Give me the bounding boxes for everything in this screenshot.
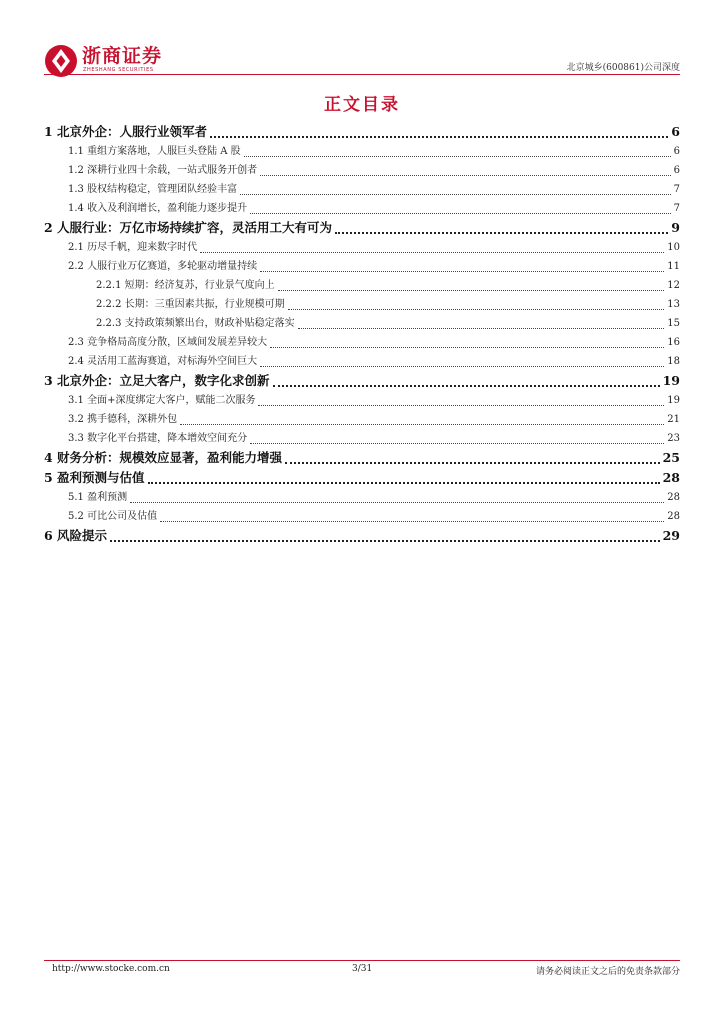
toc-entry-page[interactable]: 18 [667,356,680,367]
toc-entry-title[interactable]: 5 盈利预测与估值 [44,470,145,485]
toc-dot-leader [110,539,660,542]
footer-divider [44,960,680,961]
toc-entry[interactable] [44,238,680,257]
toc-entry-page[interactable]: 7 [673,203,680,214]
toc-entry-page[interactable]: 19 [662,373,680,388]
toc-entry[interactable] [44,410,680,429]
page-title: 正文目录 [324,95,400,115]
toc-dot-leader [270,346,664,348]
toc-entry[interactable] [44,391,680,410]
toc-entry-page[interactable]: 28 [667,511,680,522]
brand-logo [44,44,194,78]
toc-entry[interactable] [44,295,680,314]
toc-entry-title[interactable]: 2.2.3 支持政策频繁出台，财政补贴稳定落实 [96,318,295,329]
toc-entry-title[interactable]: 2 人服行业：万亿市场持续扩容，灵活用工大有可为 [44,220,333,235]
toc-entry-title[interactable]: 1.4 收入及利润增长，盈利能力逐步提升 [68,203,248,214]
toc-entry-title[interactable]: 5.1 盈利预测 [68,492,128,503]
toc-entry-page[interactable]: 6 [673,165,680,176]
toc-dot-leader [244,155,671,157]
table-of-contents [44,122,680,546]
footer-page-number: 3/31 [352,964,373,974]
toc-entry[interactable] [44,429,680,448]
toc-entry[interactable] [44,333,680,352]
toc-entry-title[interactable]: 2.2.2 长期：三重因素共振，行业规模可期 [96,299,285,310]
toc-entry-page[interactable]: 6 [671,124,680,139]
toc-entry-page[interactable]: 15 [667,318,680,329]
toc-dot-leader [278,289,665,291]
toc-entry-page[interactable]: 23 [667,433,680,444]
toc-dot-leader [148,481,660,484]
toc-entry[interactable] [44,371,680,391]
toc-dot-leader [200,251,664,253]
toc-dot-leader [180,423,664,425]
toc-dot-leader [298,327,665,329]
toc-entry[interactable] [44,352,680,371]
toc-entry-title[interactable]: 3.3 数字化平台搭建，降本增效空间充分 [68,433,248,444]
toc-entry-page[interactable]: 13 [667,299,680,310]
toc-entry[interactable] [44,526,680,546]
toc-entry-page[interactable]: 19 [667,395,680,406]
toc-entry[interactable] [44,276,680,295]
toc-entry[interactable] [44,488,680,507]
toc-entry[interactable] [44,314,680,333]
toc-dot-leader [260,174,671,176]
toc-entry-title[interactable]: 2.4 灵活用工蓝海赛道，对标海外空间巨大 [68,356,258,367]
toc-entry-title[interactable]: 1.2 深耕行业四十余载，一站式服务开创者 [68,165,258,176]
toc-dot-leader [335,231,668,234]
report-tag: 北京城乡(600861)公司深度 [566,63,680,73]
toc-entry-page[interactable]: 28 [662,470,680,485]
toc-dot-leader [258,404,664,406]
toc-entry[interactable] [44,507,680,526]
toc-entry[interactable] [44,257,680,276]
toc-entry-title[interactable]: 1.3 股权结构稳定，管理团队经验丰富 [68,184,238,195]
toc-entry-page[interactable]: 11 [667,261,680,272]
toc-entry[interactable] [44,448,680,468]
toc-entry-title[interactable]: 4 财务分析：规模效应显著，盈利能力增强 [44,450,283,465]
toc-dot-leader [160,520,664,522]
toc-entry[interactable] [44,218,680,238]
toc-entry-page[interactable]: 21 [667,414,680,425]
toc-entry-page[interactable]: 28 [667,492,680,503]
toc-entry-title[interactable]: 2.2.1 短期：经济复苏，行业景气度向上 [96,280,275,291]
toc-entry[interactable] [44,122,680,142]
toc-dot-leader [130,501,664,503]
footer-url[interactable]: http://www.stocke.com.cn [52,964,170,974]
toc-entry-title[interactable]: 1 北京外企：人服行业领军者 [44,124,208,139]
page-header [44,40,680,76]
toc-entry[interactable] [44,142,680,161]
toc-entry-page[interactable]: 12 [667,280,680,291]
toc-entry-title[interactable]: 2.1 历尽千帆，迎来数字时代 [68,242,198,253]
footer-disclaimer: 请务必阅读正文之后的免责条款部分 [535,967,680,977]
toc-entry-title[interactable]: 3 北京外企：立足大客户，数字化求创新 [44,373,270,388]
header-divider [44,74,680,75]
toc-dot-leader [285,461,660,464]
toc-entry-title[interactable]: 2.2 人服行业万亿赛道，多轮驱动增量持续 [68,261,258,272]
toc-dot-leader [288,308,665,310]
toc-dot-leader [210,135,668,138]
toc-entry-page[interactable]: 25 [662,450,680,465]
toc-dot-leader [273,384,660,387]
toc-entry[interactable] [44,180,680,199]
toc-entry-page[interactable]: 7 [673,184,680,195]
toc-entry-title[interactable]: 6 风险提示 [44,528,108,543]
toc-dot-leader [240,193,671,195]
toc-entry-title[interactable]: 1.1 重组方案落地，人服巨头登陆 A 股 [68,146,241,157]
toc-entry-title[interactable]: 3.1 全面+深度绑定大客户，赋能二次服务 [68,395,256,406]
brand-name-en: ZHESHANG SECURITIES [83,67,154,73]
toc-dot-leader [250,442,664,444]
brand-name-cn: 浙商证券 [82,45,163,67]
toc-entry[interactable] [44,468,680,488]
toc-entry[interactable] [44,161,680,180]
toc-entry-title[interactable]: 3.2 携手德科，深耕外包 [68,414,178,425]
brand-logo-icon [44,44,78,78]
toc-entry-page[interactable]: 10 [667,242,680,253]
toc-dot-leader [250,212,671,214]
toc-entry[interactable] [44,199,680,218]
toc-dot-leader [260,270,664,272]
toc-entry-page[interactable]: 9 [671,220,680,235]
toc-entry-title[interactable]: 5.2 可比公司及估值 [68,511,158,522]
toc-dot-leader [260,365,664,367]
toc-entry-title[interactable]: 2.3 竞争格局高度分散，区域间发展差异较大 [68,337,268,348]
toc-entry-page[interactable]: 29 [662,528,680,543]
toc-entry-page[interactable]: 6 [673,146,680,157]
toc-entry-page[interactable]: 16 [667,337,680,348]
